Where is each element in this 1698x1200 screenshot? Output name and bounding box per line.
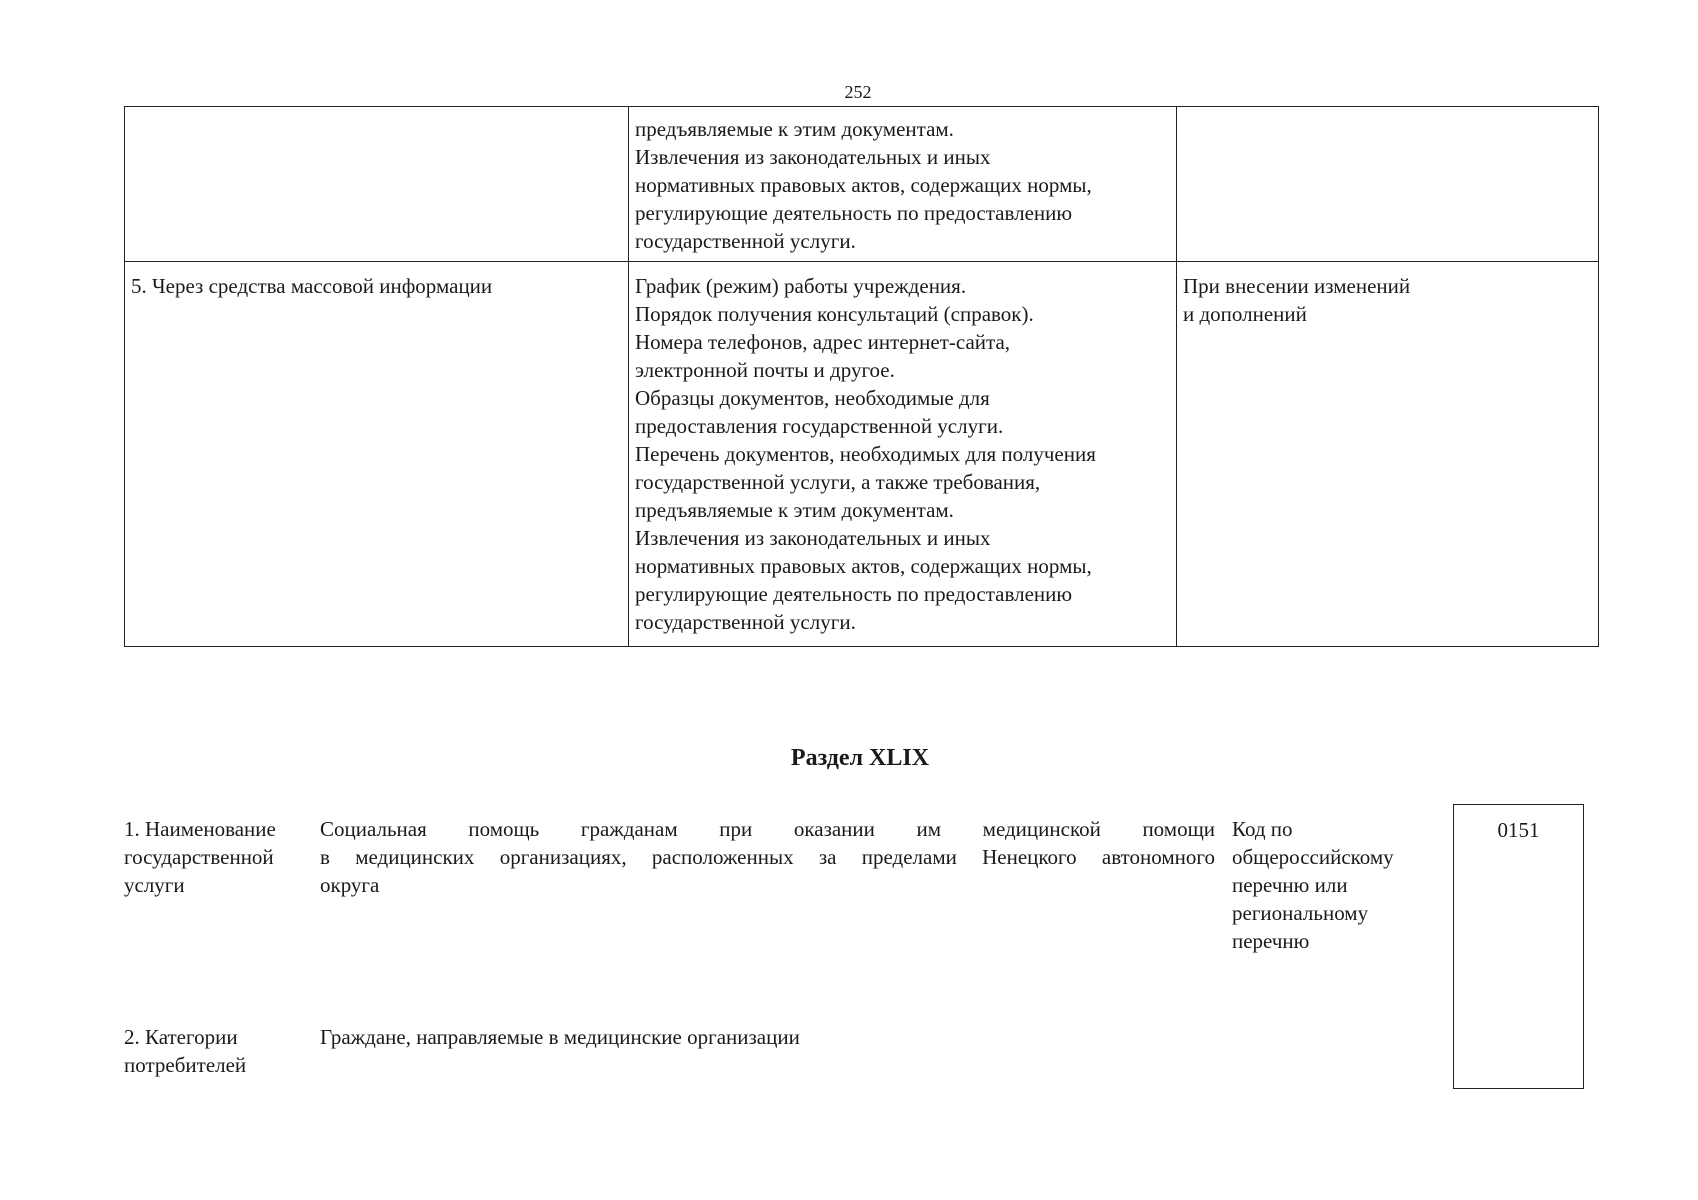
cell-line: нормативных правовых актов, содержащих нормы, <box>635 173 1092 197</box>
word: медицинских <box>355 845 475 869</box>
cell-line: электронной почты и другое. <box>635 358 895 382</box>
label-line: потребителей <box>124 1053 247 1077</box>
word: при <box>719 817 753 841</box>
cell-line: государственной услуги. <box>635 610 856 634</box>
service-name-line <box>320 815 1215 843</box>
cell-line: регулирующие деятельность по предоставлению <box>635 201 1073 225</box>
word: автономного <box>1101 845 1215 869</box>
table-row <box>125 107 1599 262</box>
service-name-value <box>320 815 1215 899</box>
label-line: перечню или <box>1232 873 1348 897</box>
service-name-label <box>124 815 309 899</box>
label-line: Код по <box>1232 817 1293 841</box>
table-cell-frequency <box>1177 107 1599 262</box>
cell-line: 5. Через средства массовой информации <box>131 274 493 298</box>
cell-line: регулирующие деятельность по предоставлению <box>635 582 1073 606</box>
cell-line: Перечень документов, необходимых для получения <box>635 442 1096 466</box>
table-cell-content <box>629 262 1177 647</box>
service-name-line: округа <box>320 873 380 897</box>
consumer-category-label <box>124 1023 309 1079</box>
table-cell-channel <box>125 262 629 647</box>
cell-line: Порядок получения консультаций (справок). <box>635 302 1034 326</box>
word: в <box>320 845 330 869</box>
table-row <box>125 262 1599 647</box>
word: оказании <box>793 817 875 841</box>
cell-line: государственной услуги. <box>635 229 856 253</box>
word: им <box>916 817 942 841</box>
word: пределами <box>861 845 957 869</box>
info-table <box>124 106 1599 647</box>
label-line: региональному <box>1232 901 1369 925</box>
table-cell-content <box>629 107 1177 262</box>
cell-line: Образцы документов, необходимые для <box>635 386 990 410</box>
word: гражданам <box>580 817 678 841</box>
word: расположенных <box>651 845 794 869</box>
cell-line: График (режим) работы учреждения. <box>635 274 967 298</box>
cell-line: и дополнений <box>1183 302 1307 326</box>
consumer-category-value: Граждане, направляемые в медицинские организации <box>320 1025 800 1049</box>
cell-line: нормативных правовых актов, содержащих нормы, <box>635 554 1092 578</box>
word: помощи <box>1142 817 1215 841</box>
label-line: государственной <box>124 845 274 869</box>
label-line: 1. Наименование <box>124 817 276 841</box>
table-cell-frequency <box>1177 262 1599 647</box>
word: Ненецкого <box>982 845 1077 869</box>
code-box: 0151 <box>1453 804 1584 1089</box>
page-number: 252 <box>844 82 872 102</box>
cell-line: предъявляемые к этим документам. <box>635 117 954 141</box>
section-title: Раздел XLIX <box>790 745 930 771</box>
cell-line: предъявляемые к этим документам. <box>635 498 954 522</box>
service-name-line <box>320 843 1215 871</box>
cell-line: Извлечения из законодательных и иных <box>635 145 991 169</box>
label-line: перечню <box>1232 929 1310 953</box>
cell-line: Номера телефонов, адрес интернет-сайта, <box>635 330 1011 354</box>
label-line: общероссийскому <box>1232 845 1394 869</box>
cell-line: При внесении изменений <box>1183 274 1411 298</box>
cell-line: Извлечения из законодательных и иных <box>635 526 991 550</box>
word: организациях, <box>499 845 627 869</box>
code-label <box>1232 815 1432 955</box>
cell-line: государственной услуги, а также требования, <box>635 470 1041 494</box>
word: медицинской <box>982 817 1101 841</box>
label-line: 2. Категории <box>124 1025 238 1049</box>
word: за <box>818 845 837 869</box>
word: помощь <box>468 817 540 841</box>
cell-line: предоставления государственной услуги. <box>635 414 1004 438</box>
table-cell-channel <box>125 107 629 262</box>
label-line: услуги <box>124 873 185 897</box>
word: Социальная <box>320 817 427 841</box>
